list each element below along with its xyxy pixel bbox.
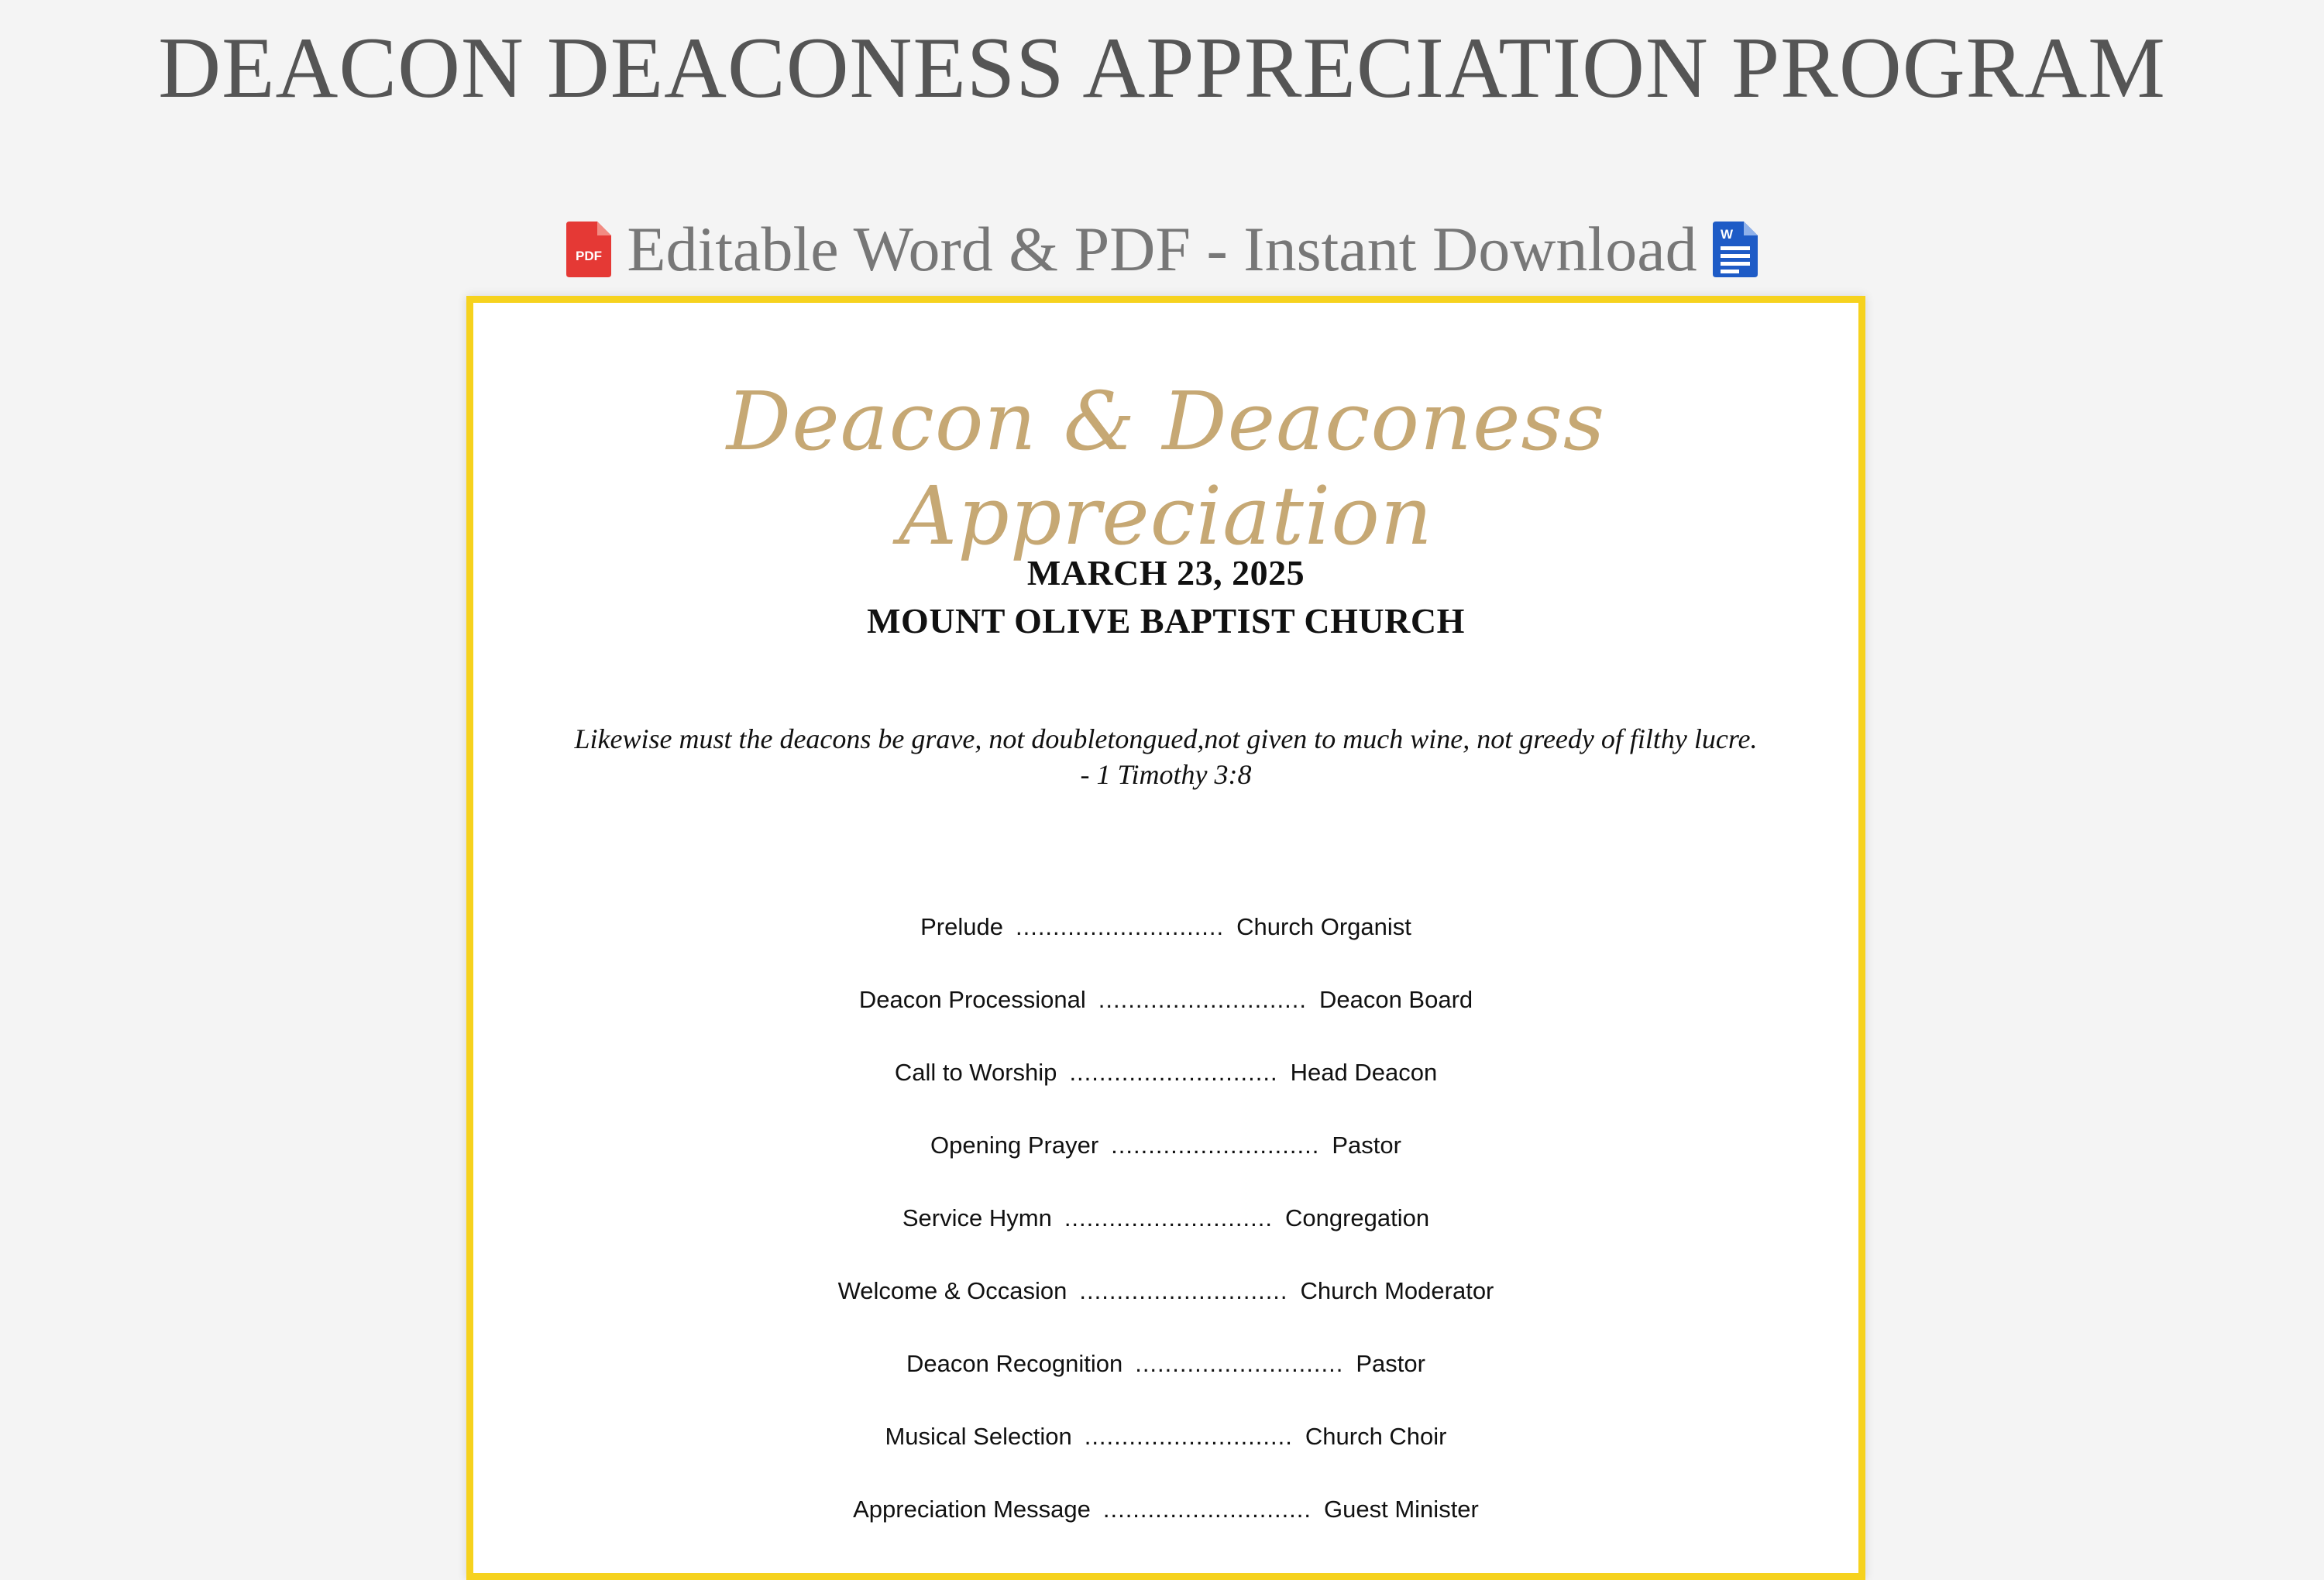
program-person: Pastor bbox=[1356, 1350, 1425, 1377]
pdf-file-icon bbox=[566, 222, 611, 277]
word-icon-label: W bbox=[1720, 227, 1733, 242]
program-item: Deacon Processional bbox=[858, 986, 1086, 1013]
program-row bbox=[473, 1203, 1858, 1276]
scripture-verse bbox=[543, 721, 1789, 792]
subheadline bbox=[0, 211, 2324, 288]
verse-reference: - 1 Timothy 3:8 bbox=[1080, 759, 1252, 790]
program-row bbox=[473, 1494, 1858, 1567]
dot-leader: ............................ bbox=[1135, 1350, 1344, 1377]
dot-leader: ............................ bbox=[1102, 1496, 1312, 1523]
program-document-preview bbox=[466, 296, 1865, 1580]
program-item: Service Hymn bbox=[902, 1204, 1052, 1231]
dot-leader: ............................ bbox=[1064, 1204, 1273, 1231]
program-person: Head Deacon bbox=[1290, 1059, 1438, 1086]
dot-leader: ............................ bbox=[1084, 1423, 1293, 1450]
program-item: Welcome & Occasion bbox=[837, 1277, 1067, 1304]
program-list bbox=[473, 912, 1858, 1567]
event-date: MARCH 23, 2025 bbox=[1026, 553, 1305, 592]
church-name: MOUNT OLIVE BAPTIST CHURCH bbox=[867, 601, 1465, 641]
program-item: Opening Prayer bbox=[930, 1132, 1099, 1159]
program-row bbox=[473, 1057, 1858, 1130]
dot-leader: ............................ bbox=[1015, 913, 1225, 940]
program-item: Prelude bbox=[920, 913, 1003, 940]
program-item: Musical Selection bbox=[885, 1423, 1072, 1450]
page-headline: DEACON DEACONESS APPRECIATION PROGRAM bbox=[158, 20, 2166, 116]
program-person: Deacon Board bbox=[1318, 986, 1473, 1013]
program-person: Church Choir bbox=[1305, 1423, 1447, 1450]
program-item: Appreciation Message bbox=[853, 1496, 1091, 1523]
program-row bbox=[473, 984, 1858, 1057]
program-row bbox=[473, 1421, 1858, 1494]
program-person: Church Organist bbox=[1236, 913, 1411, 940]
program-row bbox=[473, 1348, 1858, 1421]
dot-leader: ............................ bbox=[1098, 986, 1307, 1013]
dot-leader: ............................ bbox=[1111, 1132, 1320, 1159]
program-person: Congregation bbox=[1284, 1204, 1430, 1231]
program-item: Deacon Recognition bbox=[906, 1350, 1123, 1377]
script-title: Deacon & Deaconess Appreciation bbox=[726, 374, 1606, 563]
program-item: Call to Worship bbox=[894, 1059, 1057, 1086]
program-row bbox=[473, 1276, 1858, 1348]
pdf-icon-label: PDF bbox=[576, 249, 603, 263]
word-file-icon bbox=[1713, 222, 1758, 277]
dot-leader: ............................ bbox=[1079, 1277, 1288, 1304]
program-row bbox=[473, 1130, 1858, 1203]
subheadline-text: Editable Word & PDF - Instant Download bbox=[627, 214, 1697, 284]
program-row bbox=[473, 912, 1858, 984]
program-person: Guest Minister bbox=[1324, 1496, 1479, 1523]
verse-text: Likewise must the deacons be grave, not doubletongued,not given to much wine, not greedy of filthy lucre. bbox=[574, 723, 1758, 754]
dot-leader: ............................ bbox=[1069, 1059, 1278, 1086]
program-person: Pastor bbox=[1332, 1132, 1401, 1159]
program-person: Church Moderator bbox=[1300, 1277, 1494, 1304]
